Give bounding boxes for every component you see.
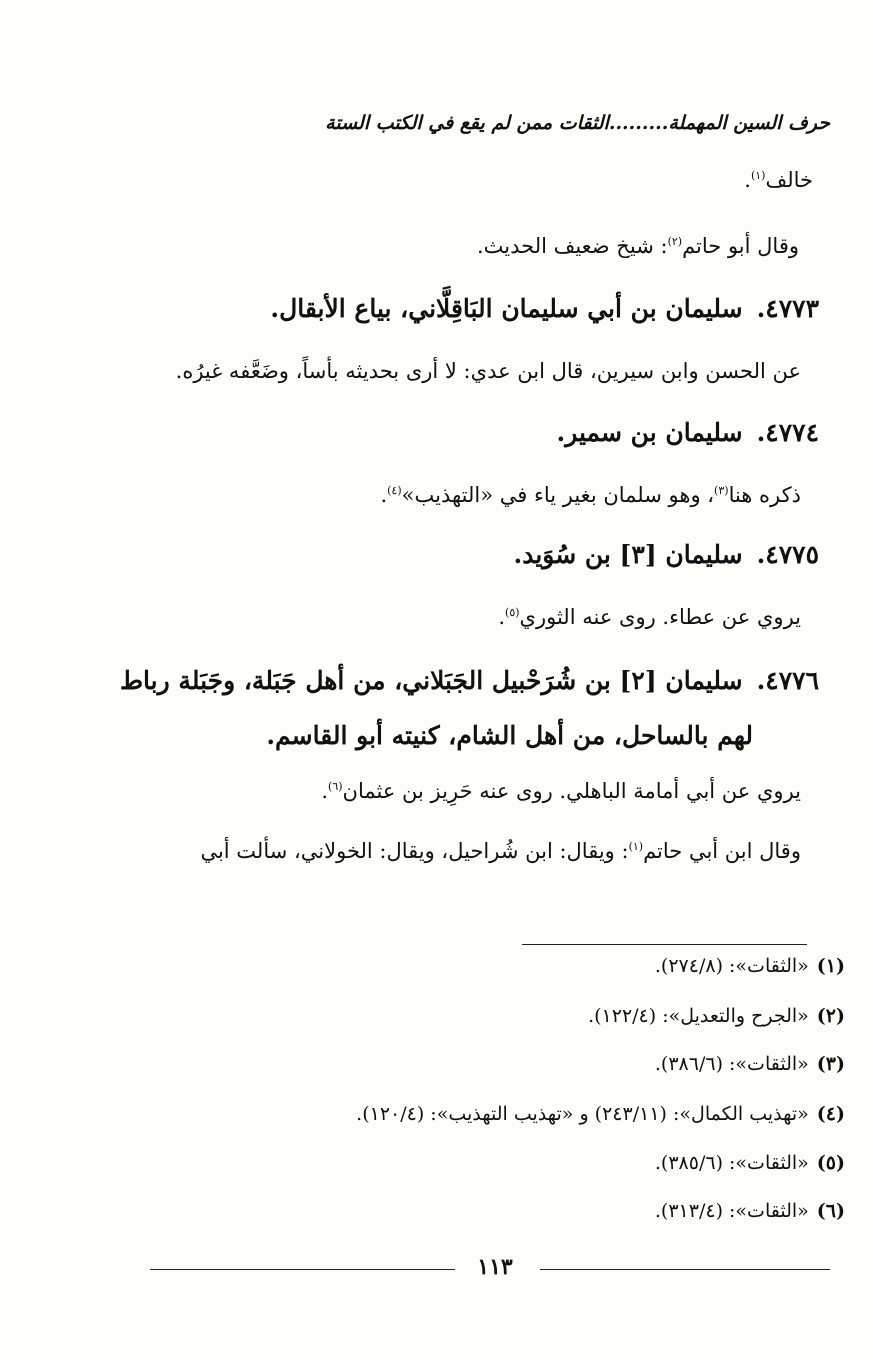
entry-heading-4776-cont bbox=[266, 721, 753, 750]
text-line bbox=[200, 839, 801, 863]
footnote-text: «تهذيب الكمال»: (٢٤٣/١١) و «تهذيب التهذيب»: (١٢٠/٤). bbox=[356, 1103, 809, 1125]
footnote-ref: (١) bbox=[750, 169, 766, 182]
footnote-ref: (٥) bbox=[505, 606, 520, 619]
text: . bbox=[744, 168, 751, 192]
footnote bbox=[655, 1200, 845, 1222]
footnote-ref: (٦) bbox=[328, 780, 343, 793]
footnote-text: «الثقات»: (٣٨٥/٦). bbox=[654, 1152, 809, 1174]
running-header: حرف السين المهملة.........الثقات ممن لم يقع في الكتب الستة bbox=[325, 112, 830, 134]
entry-heading-4774 bbox=[557, 418, 819, 447]
text: . bbox=[498, 605, 506, 629]
text-line bbox=[321, 779, 801, 803]
footnote-number: (١) bbox=[816, 955, 845, 977]
text: ، وهو سلمان بغير ياء في «التهذيب» bbox=[401, 483, 715, 507]
entry-title: سليمان بن سمير. bbox=[556, 418, 743, 447]
text-line bbox=[176, 359, 801, 383]
entry-title: سليمان بن أبي سليمان البَاقِلَّاني، بياع الأبقال. bbox=[270, 294, 743, 323]
entry-heading-4776 bbox=[120, 666, 819, 695]
footer-rule-right bbox=[540, 1269, 830, 1270]
footnote bbox=[655, 955, 845, 977]
footnote bbox=[356, 1103, 845, 1125]
footnote-ref: (٤) bbox=[387, 484, 402, 497]
text-line bbox=[744, 168, 813, 192]
entry-title: سليمان [٣] بن سُوَيد. bbox=[513, 540, 743, 569]
footnote-ref: (١) bbox=[628, 840, 644, 853]
entry-number: ٤٧٧٦. bbox=[756, 666, 819, 695]
footnote-text: «الثقات»: (٢٧٤/٨). bbox=[654, 955, 809, 977]
text: يروي عن أبي أمامة الباهلي. روى عنه حَرِيز بن عثمان bbox=[342, 779, 801, 803]
entry-number: ٤٧٧٥. bbox=[756, 540, 819, 569]
text: وقال ابن أبي حاتم bbox=[643, 839, 801, 863]
footnote-ref: (٢) bbox=[667, 235, 683, 248]
text-line bbox=[498, 605, 801, 629]
footnote bbox=[588, 1005, 845, 1027]
footnote-number: (٢) bbox=[816, 1005, 845, 1027]
footnote-separator bbox=[522, 944, 807, 945]
footnote-number: (٦) bbox=[816, 1200, 845, 1222]
entry-number: ٤٧٧٣. bbox=[756, 294, 819, 323]
footnote-ref: (٣) bbox=[714, 484, 729, 497]
text: : شيخ ضعيف الحديث. bbox=[476, 234, 668, 258]
entry-heading-4773 bbox=[270, 294, 819, 323]
footnote-number: (٣) bbox=[816, 1053, 845, 1075]
footnote-number: (٥) bbox=[816, 1152, 845, 1174]
page-number: ١١٣ bbox=[477, 1254, 513, 1280]
footnote-text: «الثقات»: (٣١٣/٤). bbox=[654, 1200, 809, 1222]
text: ذكره هنا bbox=[728, 483, 801, 507]
footnote-text: «الجرح والتعديل»: (١٢٢/٤). bbox=[588, 1005, 809, 1027]
footer-rule-left bbox=[150, 1269, 455, 1270]
entry-number: ٤٧٧٤. bbox=[756, 418, 819, 447]
text: عن الحسن وابن سيرين، قال ابن عدي: لا أرى بحديثه بأساً، وضَعَّفه غيرُه. bbox=[175, 359, 801, 383]
text: : ويقال: ابن شُراحيل، ويقال: الخولاني، سألت أبي bbox=[200, 839, 629, 863]
entry-title: لهم بالساحل، من أهل الشام، كنيته أبو القاسم. bbox=[266, 721, 753, 750]
footnote bbox=[655, 1053, 845, 1075]
text-line bbox=[477, 234, 799, 258]
text: يروي عن عطاء. روى عنه الثوري bbox=[519, 605, 801, 629]
text-line bbox=[380, 483, 801, 507]
text: . bbox=[380, 483, 388, 507]
text: وقال أبو حاتم bbox=[682, 234, 799, 258]
footnote bbox=[655, 1152, 845, 1174]
entry-heading-4775 bbox=[514, 540, 819, 569]
text: خالف bbox=[765, 168, 813, 192]
footnote-number: (٤) bbox=[816, 1103, 845, 1125]
footnote-text: «الثقات»: (٣٨٦/٦). bbox=[654, 1053, 809, 1075]
text: . bbox=[321, 779, 329, 803]
entry-title: سليمان [٢] بن شُرَحْبيل الجَبَلاني، من أهل جَبَلة، وجَبَلة رباط bbox=[119, 666, 743, 695]
